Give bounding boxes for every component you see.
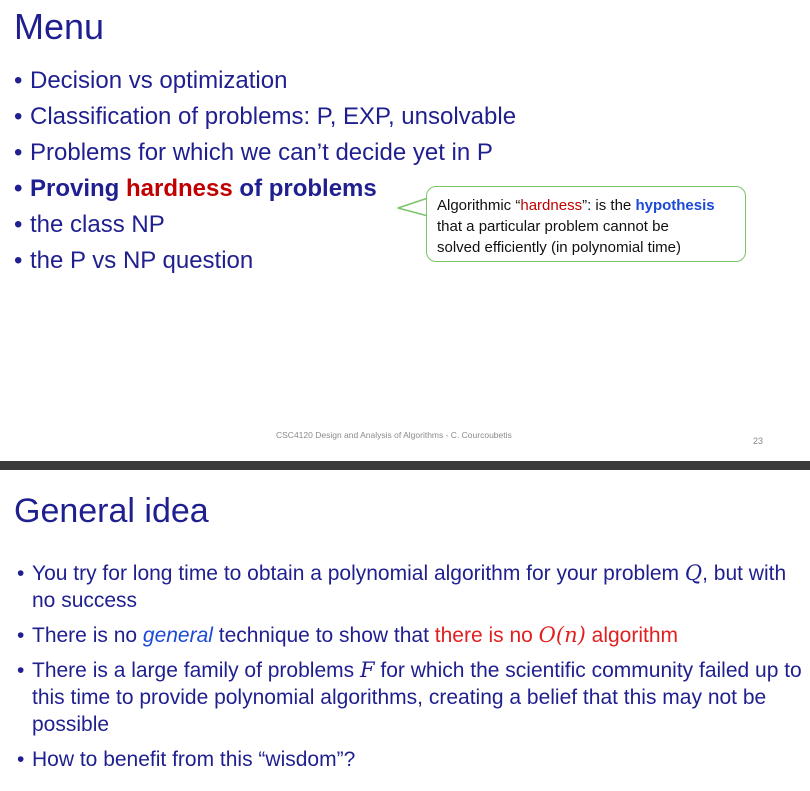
bullet-text: Classification of problems: P, EXP, unsolvable (30, 103, 517, 130)
hardness-highlight: hardness (126, 175, 233, 202)
red-text: algorithm (585, 624, 679, 647)
bullet-text: , but with no success (32, 562, 787, 612)
slide-general-idea (0, 470, 810, 791)
bullet-text: the P vs NP question (30, 247, 254, 274)
bullet-item (30, 63, 516, 99)
bullet-text: How to benefit from this “wisdom”? (32, 748, 356, 771)
math-big-o: O(n) (538, 623, 586, 647)
math-q: Q (684, 561, 703, 585)
bullet-item (32, 560, 804, 614)
red-text: there is no (434, 624, 539, 647)
callout-hypothesis: hypothesis (635, 197, 715, 214)
hardness-callout (426, 186, 746, 262)
callout-line-2: that a particular problem cannot be (437, 218, 669, 235)
callout-text: Algorithmic “ (437, 197, 521, 214)
bullet-text: the class NP (30, 211, 165, 238)
page-number: 23 (753, 436, 764, 446)
slide-title: General idea (14, 492, 209, 530)
slide-title: Menu (14, 6, 105, 47)
bullet-text: There is no (32, 624, 143, 647)
callout-pointer-icon (397, 196, 429, 220)
general-emphasis: general (142, 624, 213, 647)
callout-hardness: hardness (520, 197, 583, 214)
bullet-text: for which the scientific community failed up to this time to provide polynomial algorithms, creating a belief that this may not be possible (32, 659, 802, 736)
bullet-text: You try for long time to obtain a polynomial algorithm for your problem (32, 562, 685, 585)
callout-line-3: solved efficiently (in polynomial time) (437, 239, 681, 256)
callout-line-1 (437, 195, 735, 216)
slide-divider (0, 461, 810, 470)
bullet-text: technique to show that (212, 624, 435, 647)
bullet-text: There is a large family of problems (32, 659, 360, 682)
callout-text: ”: is the (582, 197, 636, 214)
bullet-item (30, 135, 516, 171)
bullet-text: of problems (232, 175, 377, 202)
bullet-list (32, 560, 804, 781)
bullet-item (32, 657, 804, 738)
bullet-item (30, 99, 516, 135)
bullet-item (32, 622, 804, 649)
bullet-item (32, 746, 804, 773)
bullet-text: Problems for which we can’t decide yet in P (30, 139, 493, 166)
bullet-text: Proving (30, 175, 127, 202)
slide-footer: CSC4120 Design and Analysis of Algorithms - C. Courcoubetis (276, 430, 512, 440)
math-f: F (359, 658, 375, 682)
bullet-text: Decision vs optimization (30, 67, 288, 94)
